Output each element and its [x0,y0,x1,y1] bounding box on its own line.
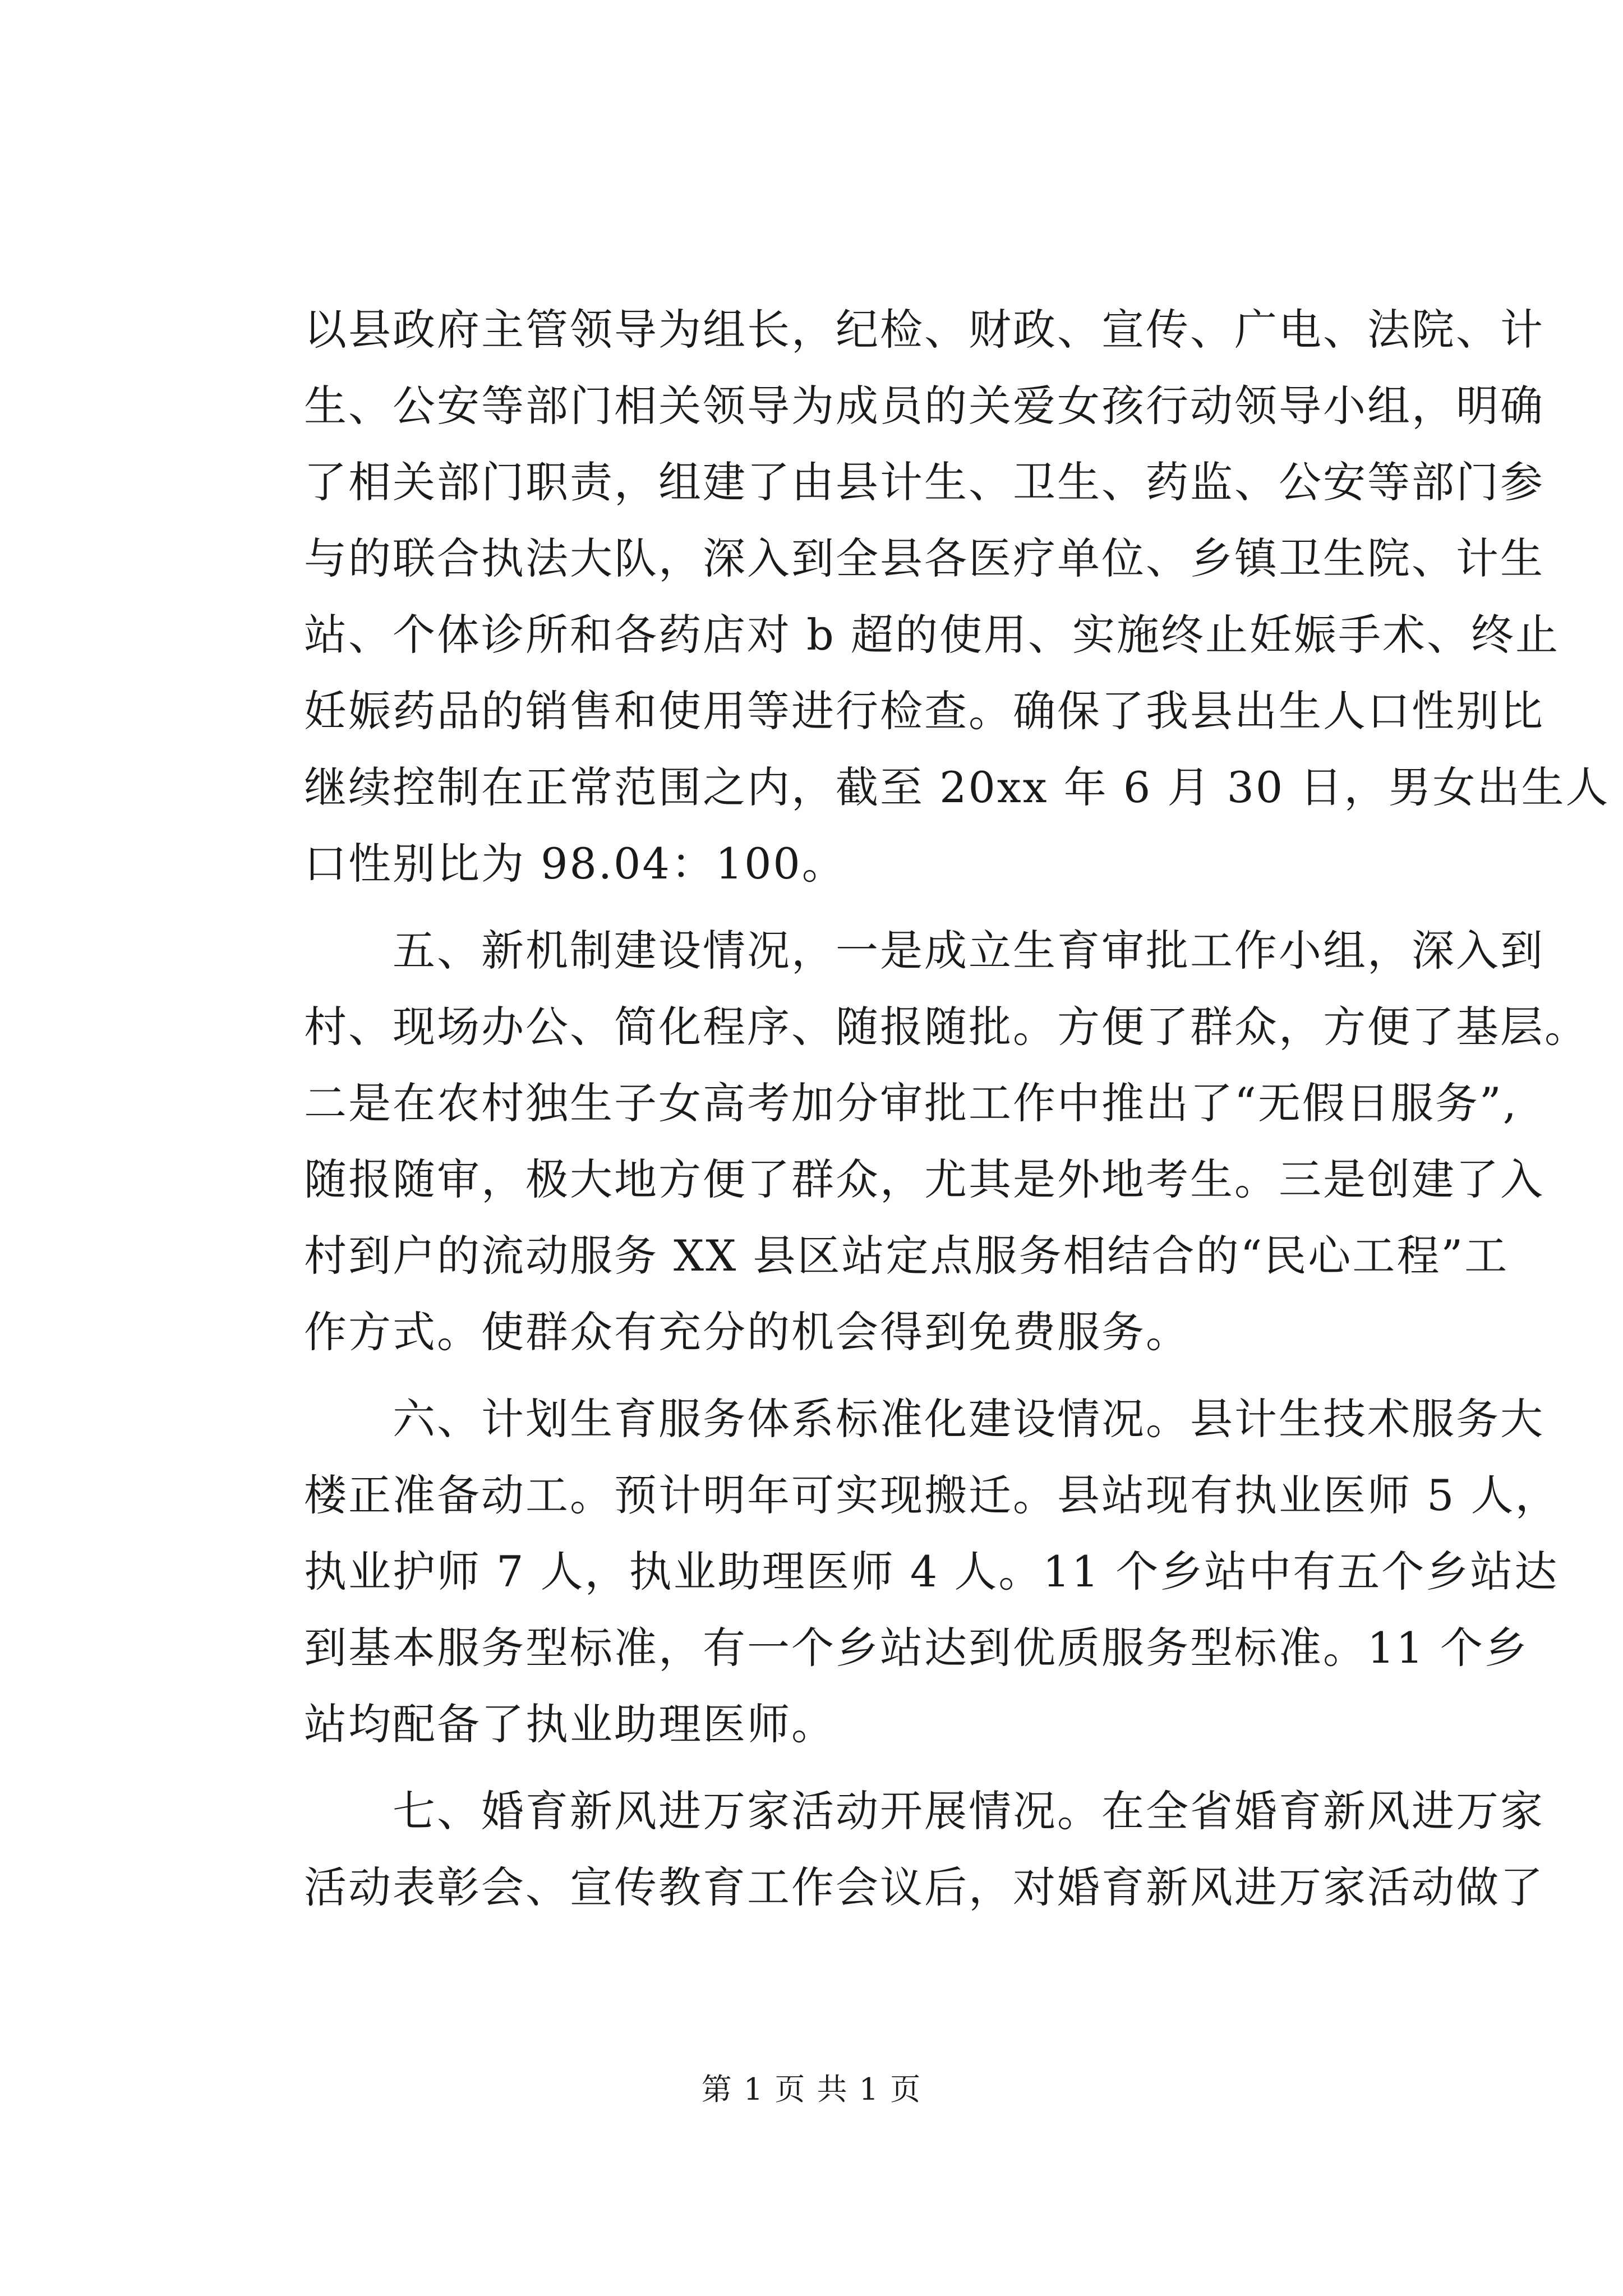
text-line: 村、现场办公、简化程序、随报随批。方便了群众，方便了基层。 [304,1002,1589,1052]
text-line: 到基本服务型标准，有一个乡站达到优质服务型标准。11 个乡 [304,1623,1529,1673]
paragraph-spacer [304,1370,1420,1381]
text-line: 随报随审，极大地方便了群众，尤其是外地考生。三是创建了入 [304,1154,1544,1204]
text-line: 与的联合执法大队，深入到全县各医疗单位、乡镇卫生院、计生 [304,533,1544,583]
page-footer: 第 1 页 共 1 页 [701,2072,922,2107]
text-line: 生、公安等部门相关领导为成员的关爱女孩行动领导小组，明确 [304,381,1544,431]
text-line: 六、计划生育服务体系标准化建设情况。县计生技术服务大 [304,1394,1544,1444]
paragraph-1 [304,292,1610,902]
text-line: 站、个体诊所和各药店对 b 超的使用、实施终止妊娠手术、终止 [304,610,1560,660]
text-line: 楼正准备动工。预计明年可实现搬迁。县站现有执业医师 5 人， [304,1470,1560,1520]
text-line: 活动表彰会、宣传教育工作会议后，对婚育新风进万家活动做了 [304,1862,1544,1912]
text-line: 执业护师 7 人，执业助理医师 4 人。11 个乡站中有五个乡站达 [304,1547,1559,1596]
text-line: 二是在农村独生子女高考加分审批工作中推出了“无假日服务”, [304,1078,1518,1128]
text-line: 妊娠药品的销售和使用等进行检查。确保了我县出生人口性别比 [304,686,1544,736]
text-line: 村到户的流动服务 XX 县区站定点服务相结合的“民心工程”工 [304,1231,1509,1281]
paragraph-3 [304,1381,1560,1763]
text-line: 七、婚育新风进万家活动开展情况。在全省婚育新风进万家 [304,1786,1544,1836]
text-line: 五、新机制建设情况，一是成立生育审批工作小组，深入到 [304,926,1544,976]
paragraph-2 [304,913,1589,1370]
text-line: 以县政府主管领导为组长，纪检、财政、宣传、广电、法院、计 [304,305,1544,355]
paragraph-4 [304,1773,1544,1926]
text-line: 了相关部门职责，组建了由县计生、卫生、药监、公安等部门参 [304,457,1544,507]
text-line: 站均配备了执业助理医师。 [304,1699,836,1749]
paragraph-spacer [304,1763,1420,1773]
text-line: 继续控制在正常范围之内，截至 20xx 年 6 月 30 日，男女出生人 [304,762,1610,812]
text-line: 作方式。使群众有充分的机会得到免费服务。 [304,1307,1190,1357]
text-line: 口性别比为 98.04：100。 [304,839,846,889]
document-body [304,292,1610,1926]
paragraph-spacer [304,902,1420,913]
